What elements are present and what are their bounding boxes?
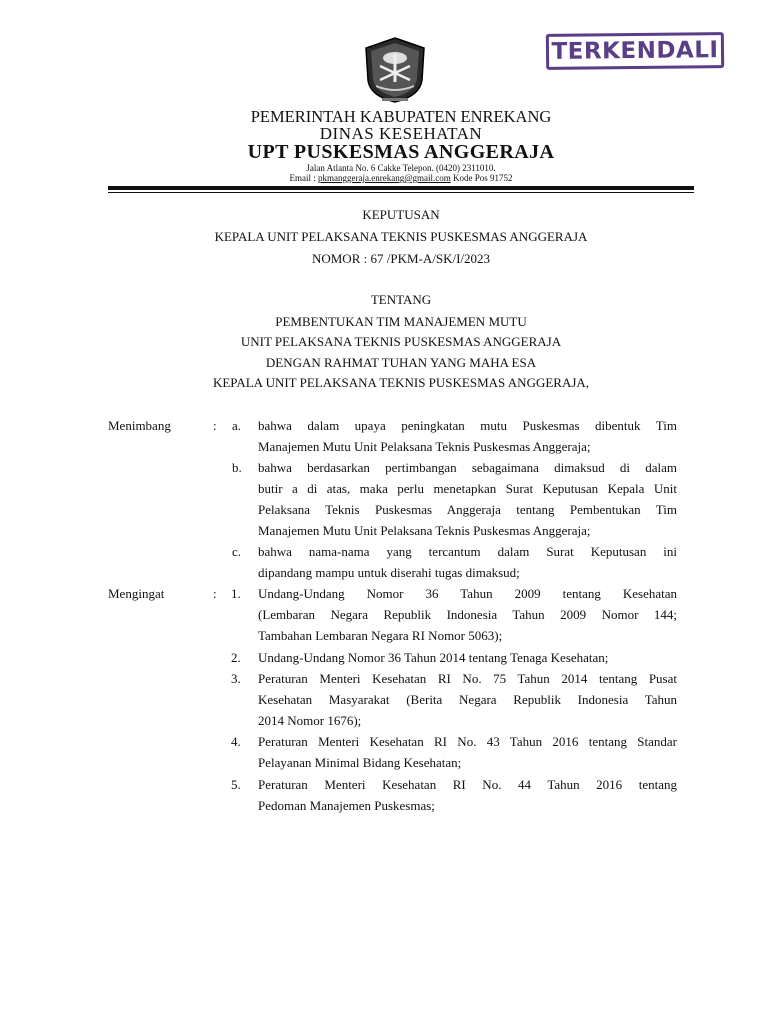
menimbang-c-line-2: dipandang mampu untuk diserahi tugas dimaksud; bbox=[258, 565, 520, 580]
letterhead-rule-thick bbox=[108, 186, 694, 190]
postal-code: Kode Pos 91752 bbox=[452, 173, 513, 183]
decree-subject-line-1: PEMBENTUKAN TIM MANAJEMEN MUTU bbox=[275, 314, 527, 329]
stamp-text: TERKENDALI bbox=[551, 37, 719, 65]
mengingat-marker-3: 3. bbox=[231, 671, 241, 686]
menimbang-c-line-1: bahwa nama-nama yang tercantum dalam Surat Keputusan ini bbox=[258, 544, 677, 559]
menimbang-b-line-3: Pelaksana Teknis Puskesmas Anggeraja tentang Pembentukan Tim bbox=[258, 502, 677, 517]
regency-coat-of-arms-icon bbox=[362, 36, 428, 104]
agency-name: DINAS KESEHATAN bbox=[319, 124, 483, 143]
mengingat-1-line-2: (Lembaran Negara Republik Indonesia Tahun 2009 Nomor 144; bbox=[258, 607, 677, 622]
institution-name: UPT PUSKESMAS ANGGERAJA bbox=[247, 141, 555, 163]
email-label: Email : bbox=[289, 173, 316, 183]
mengingat-5-line-2: Pedoman Manajemen Puskesmas; bbox=[258, 798, 435, 813]
decree-issuer: KEPALA UNIT PELAKSANA TEKNIS PUSKESMAS ANGGERAJA bbox=[214, 229, 588, 244]
mengingat-3-line-1: Peraturan Menteri Kesehatan RI No. 75 Tahun 2014 tentang Pusat bbox=[258, 671, 677, 686]
decree-title: KEPUTUSAN bbox=[362, 207, 440, 222]
mengingat-label: Mengingat bbox=[108, 586, 165, 601]
controlled-document-stamp bbox=[546, 32, 724, 70]
grace-line: DENGAN RAHMAT TUHAN YANG MAHA ESA bbox=[265, 355, 537, 370]
about-label: TENTANG bbox=[370, 292, 432, 307]
menimbang-a-line-1: bahwa dalam upaya peningkatan mutu Puskesmas dibentuk Tim bbox=[258, 418, 677, 433]
address-line: Jalan Atlanta No. 6 Cakke Telepon. (0420) 2311010. bbox=[306, 163, 496, 173]
decree-issuer-repeat: KEPALA UNIT PELAKSANA TEKNIS PUSKESMAS ANGGERAJA, bbox=[212, 375, 590, 390]
mengingat-1-line-3: Tambahan Lembaran Negara RI Nomor 5063); bbox=[258, 628, 503, 643]
mengingat-4-line-2: Pelayanan Minimal Bidang Kesehatan; bbox=[258, 755, 462, 770]
mengingat-1-line-1: Undang-Undang Nomor 36 Tahun 2009 tentang Kesehatan bbox=[258, 586, 677, 601]
mengingat-2-line-1: Undang-Undang Nomor 36 Tahun 2014 tentang Tenaga Kesehatan; bbox=[258, 650, 609, 665]
mengingat-marker-5: 5. bbox=[231, 777, 241, 792]
contact-line bbox=[0, 173, 768, 183]
decree-subject-line-2: UNIT PELAKSANA TEKNIS PUSKESMAS ANGGERAJA bbox=[240, 334, 562, 349]
menimbang-a-line-2: Manajemen Mutu Unit Pelaksana Teknis Puskesmas Anggeraja; bbox=[258, 439, 591, 454]
mengingat-4-line-1: Peraturan Menteri Kesehatan RI No. 43 Tahun 2016 tentang Standar bbox=[258, 734, 677, 749]
menimbang-marker-c: c. bbox=[232, 544, 242, 559]
mengingat-3-line-3: 2014 Nomor 1676); bbox=[258, 713, 362, 728]
menimbang-marker-a: a. bbox=[232, 418, 242, 433]
email-link[interactable]: pkmanggeraja.enrekang@gmail.com bbox=[317, 173, 451, 183]
mengingat-marker-2: 2. bbox=[231, 650, 241, 665]
mengingat-5-line-1: Peraturan Menteri Kesehatan RI No. 44 Tahun 2016 tentang bbox=[258, 777, 677, 792]
menimbang-label: Menimbang bbox=[108, 418, 171, 433]
menimbang-colon: : bbox=[213, 418, 217, 433]
mengingat-3-line-2: Kesehatan Masyarakat (Berita Negara Republik Indonesia Tahun bbox=[258, 692, 677, 707]
government-name: PEMERINTAH KABUPATEN ENREKANG bbox=[250, 107, 552, 126]
mengingat-marker-4: 4. bbox=[231, 734, 241, 749]
mengingat-colon: : bbox=[213, 586, 217, 601]
menimbang-b-line-2: butir a di atas, maka perlu menetapkan Surat Keputusan Kepala Unit bbox=[258, 481, 677, 496]
mengingat-marker-1: 1. bbox=[231, 586, 241, 601]
menimbang-marker-b: b. bbox=[232, 460, 242, 475]
menimbang-b-line-1: bahwa berdasarkan pertimbangan sebagaimana dimaksud di dalam bbox=[258, 460, 677, 475]
menimbang-b-line-4: Manajemen Mutu Unit Pelaksana Teknis Puskesmas Anggeraja; bbox=[258, 523, 591, 538]
letterhead-rule-thin bbox=[108, 192, 694, 193]
decree-number: NOMOR : 67 /PKM-A/SK/I/2023 bbox=[311, 251, 491, 266]
